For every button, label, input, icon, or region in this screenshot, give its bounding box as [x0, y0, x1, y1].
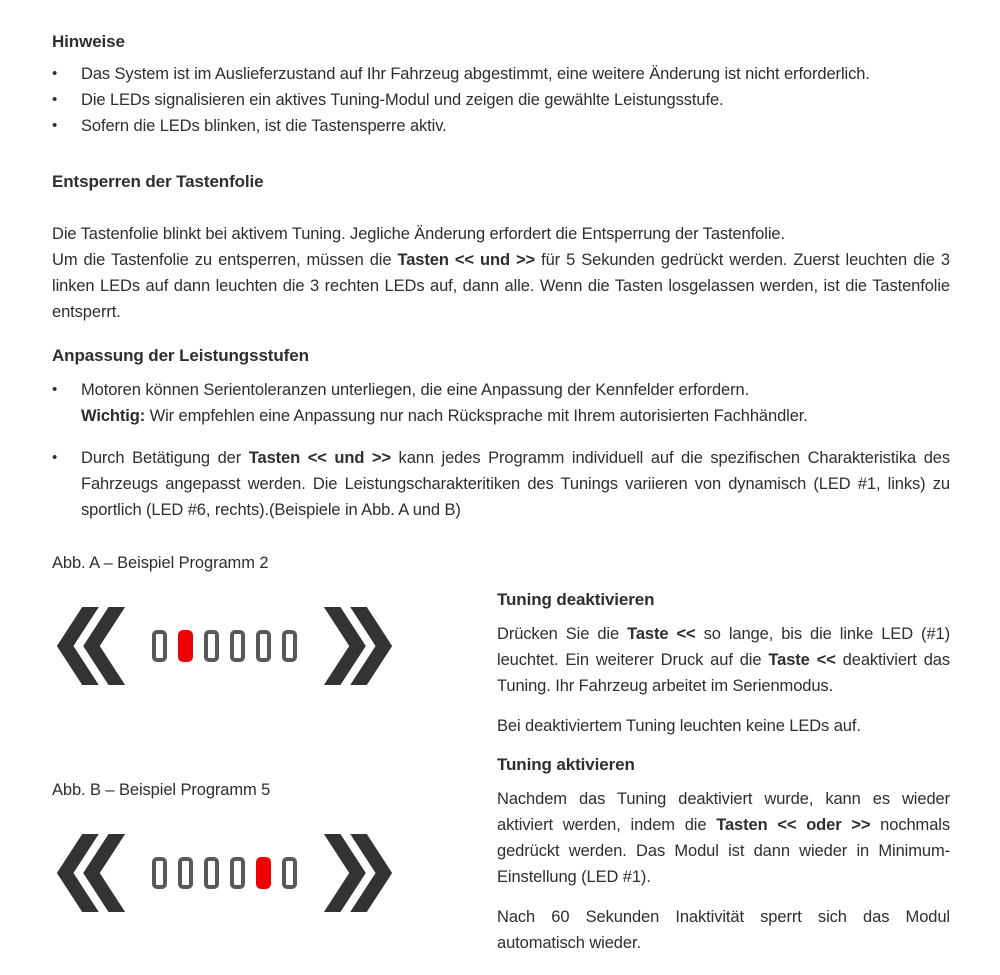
text-run: Nachdem das Tuning deaktiviert wurde, kann es wieder aktiviert werden, indem die [497, 790, 950, 834]
bullet-marker: • [52, 91, 58, 108]
paragraph [497, 621, 950, 699]
list-item [52, 87, 950, 113]
instructions-column [497, 550, 950, 970]
text-run-bold: Wichtig: [81, 407, 146, 425]
led-5-active [256, 857, 271, 889]
double-chevron-right-icon [323, 607, 393, 685]
list-item [52, 61, 950, 87]
figures-and-instructions [52, 550, 950, 970]
section-heading-anpassung: Anpassung der Leistungsstufen [52, 346, 309, 365]
led-strip-a [152, 630, 297, 662]
list-item [52, 445, 950, 523]
text-run: kann jedes Programm individuell auf die spezifischen Charakteristika des Fahrzeugs angepasst werden. Die Leistungscharakteritiken des Tunings variieren von dynamisch (LED #1, links) zu sportlich (LED #6, rechts).(Beispiele in Abb. A und B) [81, 449, 950, 519]
led-1-inactive [152, 630, 167, 662]
text-run: Durch Betätigung der [81, 449, 249, 467]
text-run-bold: Taste << [768, 651, 836, 669]
bullet-text: Die LEDs signalisieren ein aktives Tuning-Modul und zeigen die gewählte Leistungsstufe. [81, 91, 724, 109]
paragraph [52, 247, 950, 325]
led-4-inactive [230, 857, 245, 889]
text-run: Wir empfehlen eine Anpassung nur nach Rücksprache mit Ihrem autorisierten Fachhändler. [145, 407, 808, 425]
double-chevron-left-icon [56, 834, 126, 912]
section-heading-hinweise: Hinweise [52, 32, 125, 51]
figure-b-label: Abb. B – Beispiel Programm 5 [52, 781, 271, 799]
bullet-marker: • [52, 449, 58, 466]
text-line [81, 403, 950, 429]
bullet-text [81, 445, 950, 523]
double-chevron-right-icon [323, 834, 393, 912]
paragraph: Bei deaktiviertem Tuning leuchten keine LEDs auf. [497, 717, 861, 735]
led-4-inactive [230, 630, 245, 662]
figures-column [52, 550, 497, 970]
led-6-inactive [282, 630, 297, 662]
led-1-inactive [152, 857, 167, 889]
text-run: für 5 Sekunden gedrückt werden. Zuerst leuchten die 3 linken LEDs auf dann leuchten die 3 rechten LEDs auf, dann alle. Wenn die Tasten losgelassen werden, ist die Tastenfolie entsperrt. [52, 251, 951, 321]
paragraph: Die Tastenfolie blinkt bei aktivem Tuning. Jegliche Änderung erfordert die Entsperrung der Tastenfolie. [52, 225, 785, 243]
figure-a-label: Abb. A – Beispiel Programm 2 [52, 554, 269, 572]
bullet-text: Das System ist im Auslieferzustand auf Ihr Fahrzeug abgestimmt, eine weitere Änderung ist nicht erforderlich. [81, 65, 870, 83]
led-2-inactive [178, 857, 193, 889]
text-run-bold: Tasten << oder >> [716, 816, 871, 834]
text-run-bold: Tasten << und >> [248, 449, 391, 467]
text-run-bold: Tasten << und >> [397, 251, 536, 269]
bullet-text: Sofern die LEDs blinken, ist die Tastensperre aktiv. [81, 117, 447, 135]
text-run-bold: Taste << [627, 625, 696, 643]
text-line: Motoren können Serientoleranzen unterliegen, die eine Anpassung der Kennfelder erfordern. [81, 381, 750, 399]
led-6-inactive [282, 857, 297, 889]
led-2-active [178, 630, 193, 662]
list-item [52, 113, 950, 139]
led-3-inactive [204, 857, 219, 889]
bullet-marker: • [52, 65, 58, 82]
bullet-text [81, 377, 950, 429]
paragraph: Nach 60 Sekunden Inaktivität sperrt sich das Modul automatisch wieder. [497, 908, 950, 952]
led-strip-b [152, 857, 297, 889]
text-run: deaktiviert das Tuning. Ihr Fahrzeug arbeitet im Serienmodus. [497, 651, 950, 695]
led-panel-b [56, 834, 497, 912]
text-run: Drücken Sie die [497, 625, 628, 643]
led-5-inactive [256, 630, 271, 662]
text-run: nochmals gedrückt werden. Das Modul ist dann wieder in Minimum-Einstellung (LED #1). [497, 816, 950, 886]
list-item [52, 377, 950, 429]
led-panel-a [56, 607, 497, 685]
bullet-marker: • [52, 381, 58, 398]
led-3-inactive [204, 630, 219, 662]
bullet-marker: • [52, 117, 58, 134]
section-heading-aktivieren: Tuning aktivieren [497, 755, 635, 774]
paragraph [497, 786, 950, 890]
text-run: Um die Tastenfolie zu entsperren, müssen die [52, 251, 398, 269]
text-run: so lange, bis die linke LED (#1) leuchtet. Ein weiterer Druck auf die [497, 625, 950, 669]
section-heading-deaktivieren: Tuning deaktivieren [497, 590, 655, 609]
double-chevron-left-icon [56, 607, 126, 685]
section-heading-entsperren: Entsperren der Tastenfolie [52, 172, 264, 191]
